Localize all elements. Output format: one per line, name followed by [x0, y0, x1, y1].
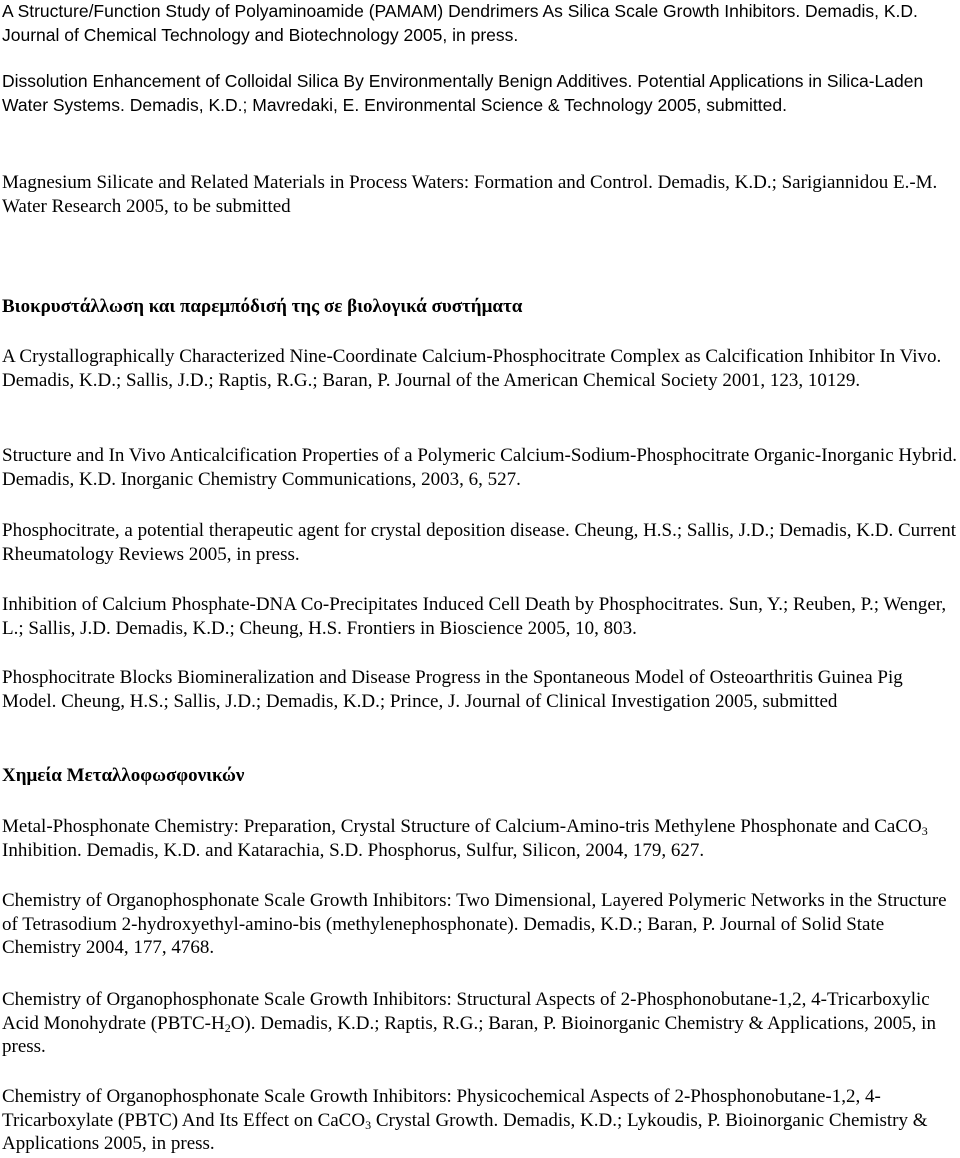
reference-entry [2, 815, 957, 862]
subscript: 2 [224, 1020, 231, 1035]
reference-entry: Chemistry of Organophosphonate Scale Growth Inhibitors: Two Dimensional, Layered Polymeric Networks in the Structure of Tetrasodium 2-hydroxyethyl-amino-bis (methylenephosphonate). Demadis, K.D.; Baran, P. Journal of Solid State Chemistry 2004, 177, 4768. [2, 890, 947, 958]
reference-entry: Structure and In Vivo Anticalcification Properties of a Polymeric Calcium-Sodium-Phosphocitrate Organic-Inorganic Hybrid. Demadis, K.D. Inorganic Chemistry Communications, 2003, 6, 527. [2, 445, 957, 490]
section-heading: Βιοκρυστάλλωση και παρεμπόδισή της σε βιολογικά συστήματα [2, 296, 523, 317]
entry-text: Inhibition. Demadis, K.D. and Katarachia, S.D. Phosphorus, Sulfur, Silicon, 2004, 179, 627. [2, 839, 705, 861]
subscript: 3 [921, 824, 928, 838]
reference-entry: Phosphocitrate Blocks Biomineralization and Disease Progress in the Spontaneous Model of Osteoarthritis Guinea Pig Model. Cheung, H.S.; Sallis, J.D.; Demadis, K.D.; Prince, J. Journal of Clinical Investigation 2005, submitted [2, 667, 903, 712]
reference-entry: Magnesium Silicate and Related Materials in Process Waters: Formation and Control. Demadis, K.D.; Sarigiannidou E.-M. Water Research 2005, to be submitted [2, 172, 938, 217]
reference-entry: Phosphocitrate, a potential therapeutic agent for crystal deposition disease. Cheung, H.S.; Sallis, J.D.; Demadis, K.D. Current Rheumatology Reviews 2005, in press. [2, 520, 957, 565]
entry-text: Chemistry of Organophosphonate Scale Growth Inhibitors: Structural Aspects of 2-Phosphonobutane-1,2, 4-Tricarboxylic Acid Monohydrate (PBTC-H [2, 989, 930, 1034]
entry-text: Crystal Growth. Demadis, K.D.; Lykoudis, P. Bioinorganic Chemistry & Applications 2005, in press. [2, 1109, 928, 1154]
reference-entry: Dissolution Enhancement of Colloidal Silica By Environmentally Benign Additives. Potential Applications in Silica-Laden Water Systems. Demadis, K.D.; Mavredaki, E. Environmental Science & Technology 2005, submitted. [2, 71, 924, 115]
section-heading: Χημεία Μεταλλοφωσφονικών [2, 765, 245, 786]
entry-text: Chemistry of Organophosphonate Scale Growth Inhibitors: Physicochemical Aspects of 2-Phosphonobutane-1,2, 4-Tricarboxylate (PBTC) And Its Effect on CaCO [2, 1086, 881, 1131]
reference-entry: Inhibition of Calcium Phosphate-DNA Co-Precipitates Induced Cell Death by Phosphocitrates. Sun, Y.; Reuben, P.; Wenger, L.; Sallis, J.D. Demadis, K.D.; Cheung, H.S. Frontiers in Bioscience 2005, 10, 803. [2, 594, 947, 639]
subscript: 3 [365, 1117, 372, 1132]
reference-entry: A Structure/Function Study of Polyaminoamide (PAMAM) Dendrimers As Silica Scale Growth Inhibitors. Demadis, K.D. Journal of Chemical Technology and Biotechnology 2005, in press. [2, 1, 918, 45]
reference-entry [2, 988, 957, 1059]
reference-entry: A Crystallographically Characterized Nine-Coordinate Calcium-Phosphocitrate Complex as Calcification Inhibitor In Vivo. Demadis, K.D.; Sallis, J.D.; Raptis, R.G.; Baran, P. Journal of the American Chemical Society 2001, 123, 10129. [2, 346, 942, 391]
entry-text: O). Demadis, K.D.; Raptis, R.G.; Baran, P. Bioinorganic Chemistry & Applications, 2005, in press. [2, 1012, 936, 1057]
entry-text: Metal-Phosphonate Chemistry: Preparation, Crystal Structure of Calcium-Amino-tris Methylene Phosphonate and CaCO [2, 816, 922, 837]
reference-entry [2, 1085, 957, 1156]
